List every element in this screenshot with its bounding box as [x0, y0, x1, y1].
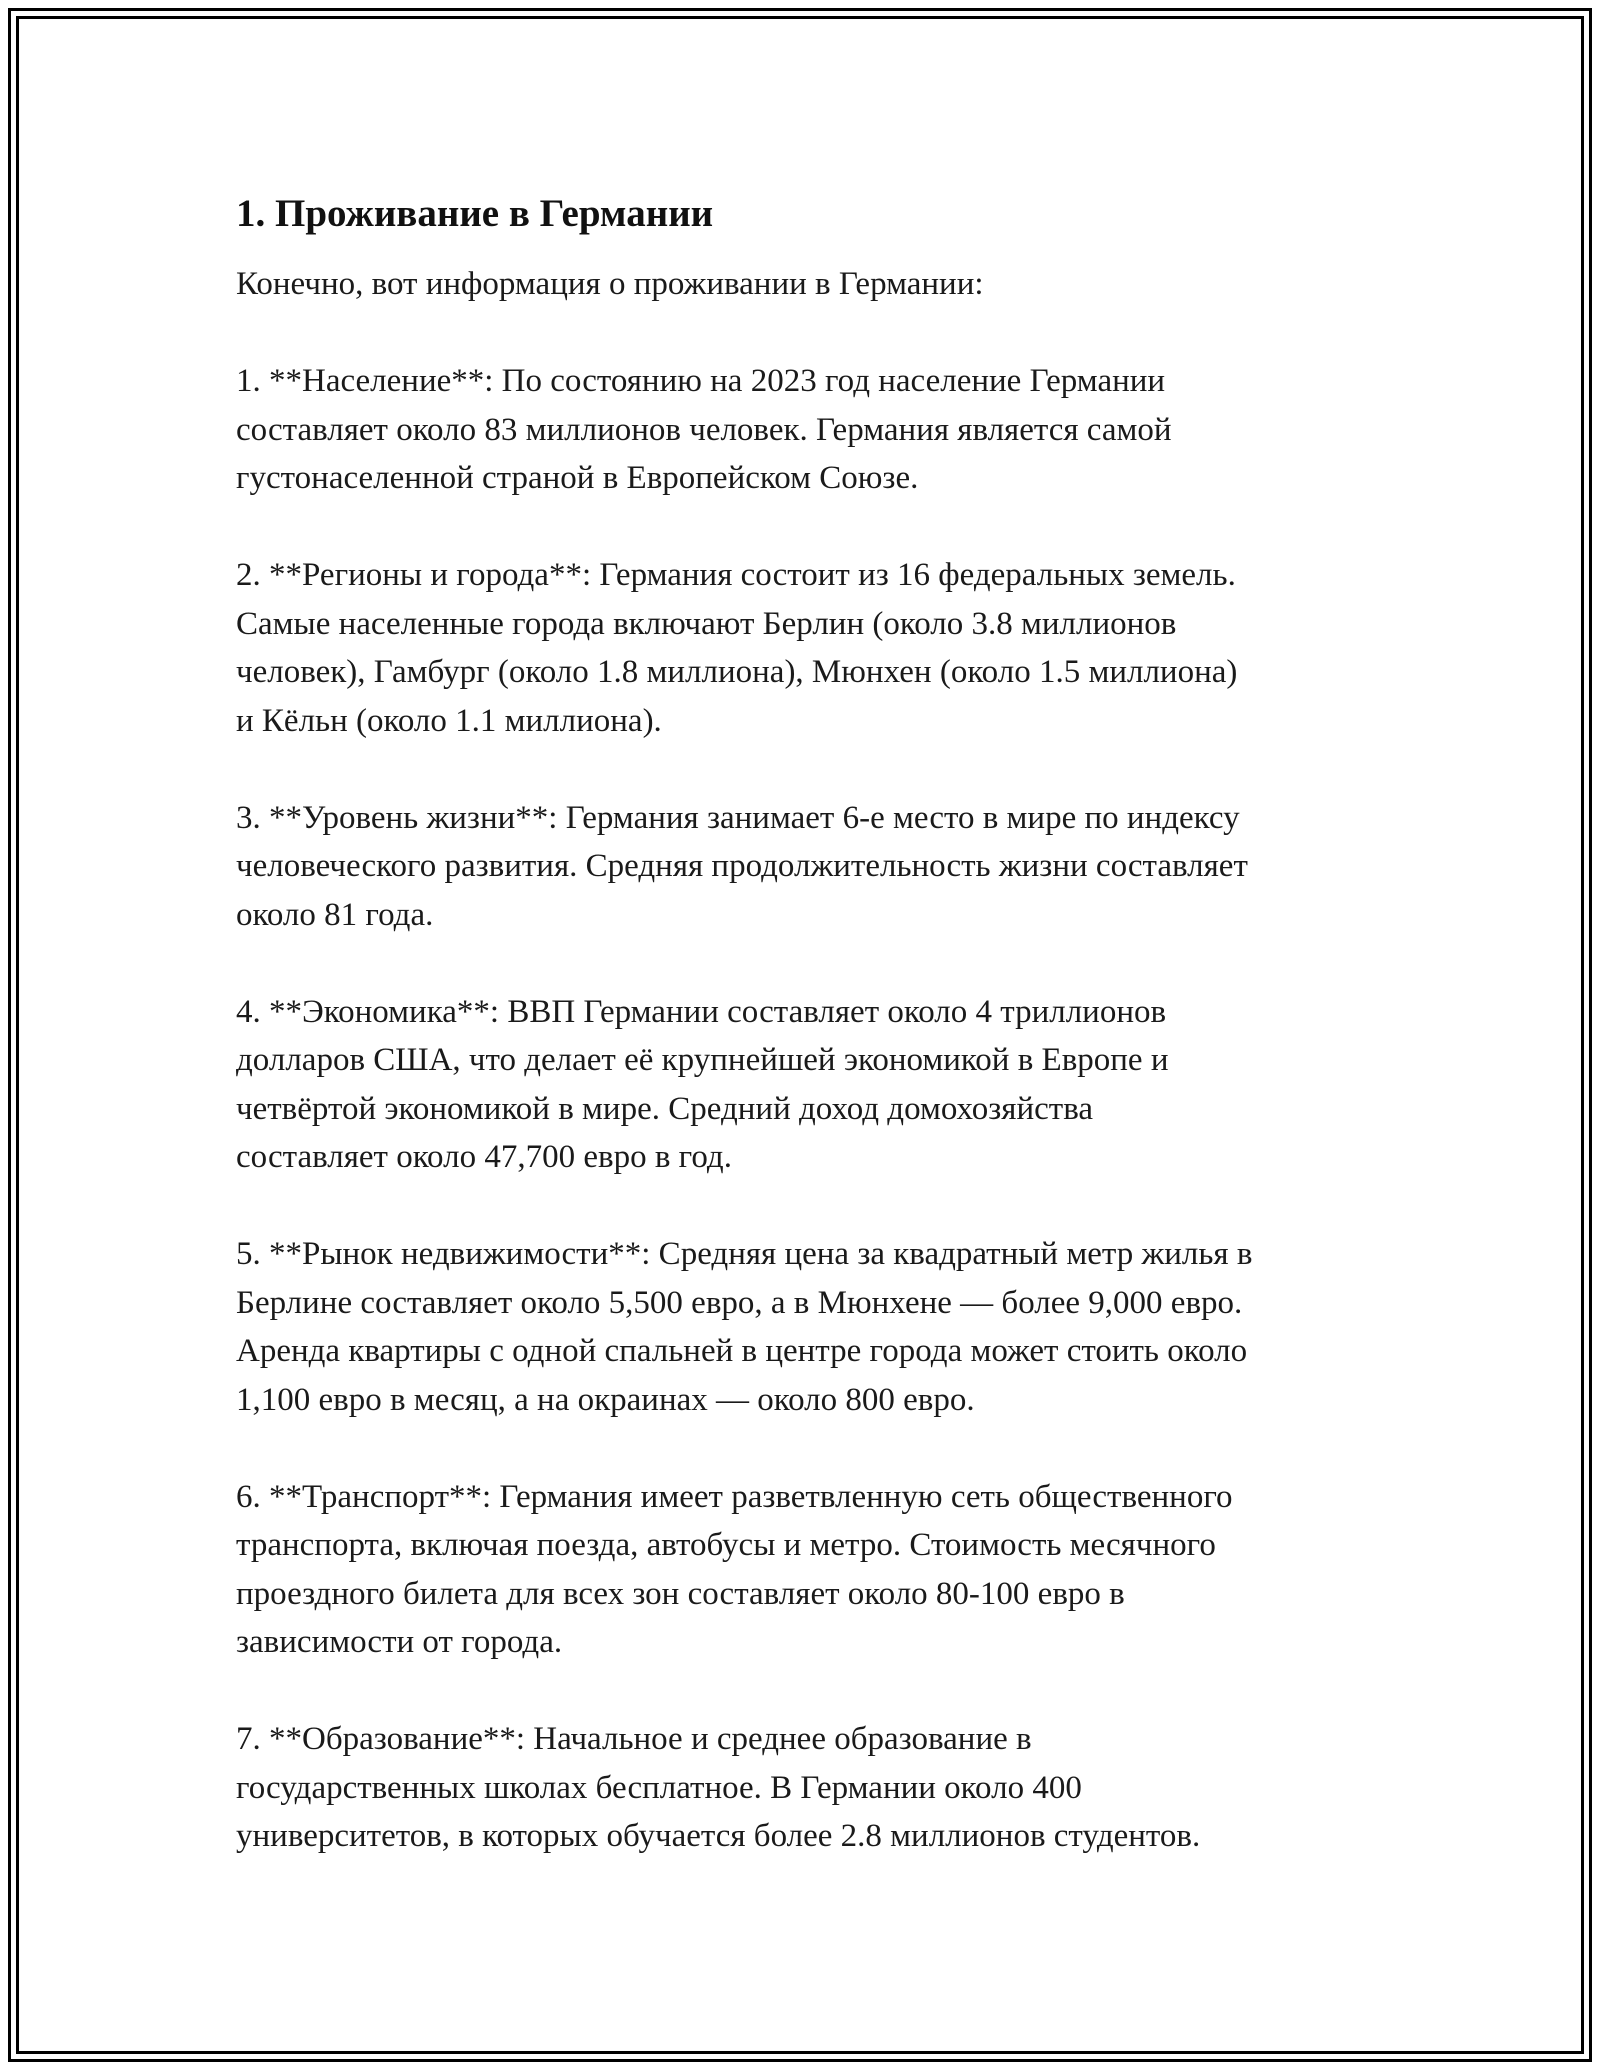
text-line: 4. **Экономика**: ВВП Германии составляет около 4 триллионов — [236, 993, 1167, 1030]
text-line: четвёртой экономикой в мире. Средний доход домохозяйства — [236, 1090, 1093, 1127]
document-body — [236, 186, 1376, 1909]
text-line: и Кёльн (около 1.1 миллиона). — [236, 702, 662, 739]
text-line: человек), Гамбург (около 1.8 миллиона), Мюнхен (около 1.5 миллиона) — [236, 654, 1238, 690]
text-line: Самые населенные города включают Берлин (около 3.8 миллионов — [236, 605, 1177, 642]
paragraph-economy — [236, 988, 1376, 1182]
document-title: 1. Проживание в Германии — [236, 192, 714, 235]
text-line: транспорта, включая поезда, автобусы и метро. Стоимость месячного — [236, 1527, 1216, 1563]
paragraph-living-standard — [236, 794, 1376, 940]
text-line: густонаселенной страной в Европейском Союзе. — [236, 460, 919, 496]
intro-paragraph: Конечно, вот информация о проживании в Германии: — [236, 266, 984, 302]
text-line: 1,100 евро в месяц, а на окраинах — около 800 евро. — [236, 1381, 975, 1418]
text-line: 5. **Рынок недвижимости**: Средняя цена за квадратный метр жилья в — [236, 1236, 1253, 1272]
paragraph-real-estate — [236, 1230, 1376, 1424]
paragraph-transport — [236, 1473, 1376, 1667]
text-line: составляет около 83 миллионов человек. Германия является самой — [236, 411, 1172, 448]
text-line: зависимости от города. — [236, 1624, 563, 1660]
text-line: около 81 года. — [236, 896, 434, 933]
text-line: человеческого развития. Средняя продолжительность жизни составляет — [236, 848, 1248, 884]
paragraph-education — [236, 1715, 1376, 1861]
text-line: государственных школах бесплатное. В Германии около 400 — [236, 1769, 1082, 1806]
text-line: составляет около 47,700 евро в год. — [236, 1139, 732, 1175]
paragraph-population — [236, 357, 1376, 503]
text-line: 6. **Транспорт**: Германия имеет разветвленную сеть общественного — [236, 1478, 1233, 1515]
paragraph-regions — [236, 551, 1376, 745]
text-line: 2. **Регионы и города**: Германия состоит из 16 федеральных земель. — [236, 557, 1236, 593]
text-line: 7. **Образование**: Начальное и среднее образование в — [236, 1721, 1032, 1757]
text-line: 3. **Уровень жизни**: Германия занимает 6-е место в мире по индексу — [236, 799, 1240, 836]
text-line: университетов, в которых обучается более 2.8 миллионов студентов. — [236, 1818, 1201, 1854]
text-line: долларов США, что делает её крупнейшей экономикой в Европе и — [236, 1042, 1169, 1078]
text-line: Аренда квартиры с одной спальней в центре города может стоить около — [236, 1333, 1248, 1369]
text-line: Берлине составляет около 5,500 евро, а в Мюнхене — более 9,000 евро. — [236, 1284, 1243, 1321]
text-line: 1. **Население**: По состоянию на 2023 год население Германии — [236, 363, 1166, 399]
text-line: проездного билета для всех зон составляет около 80-100 евро в — [236, 1575, 1125, 1612]
